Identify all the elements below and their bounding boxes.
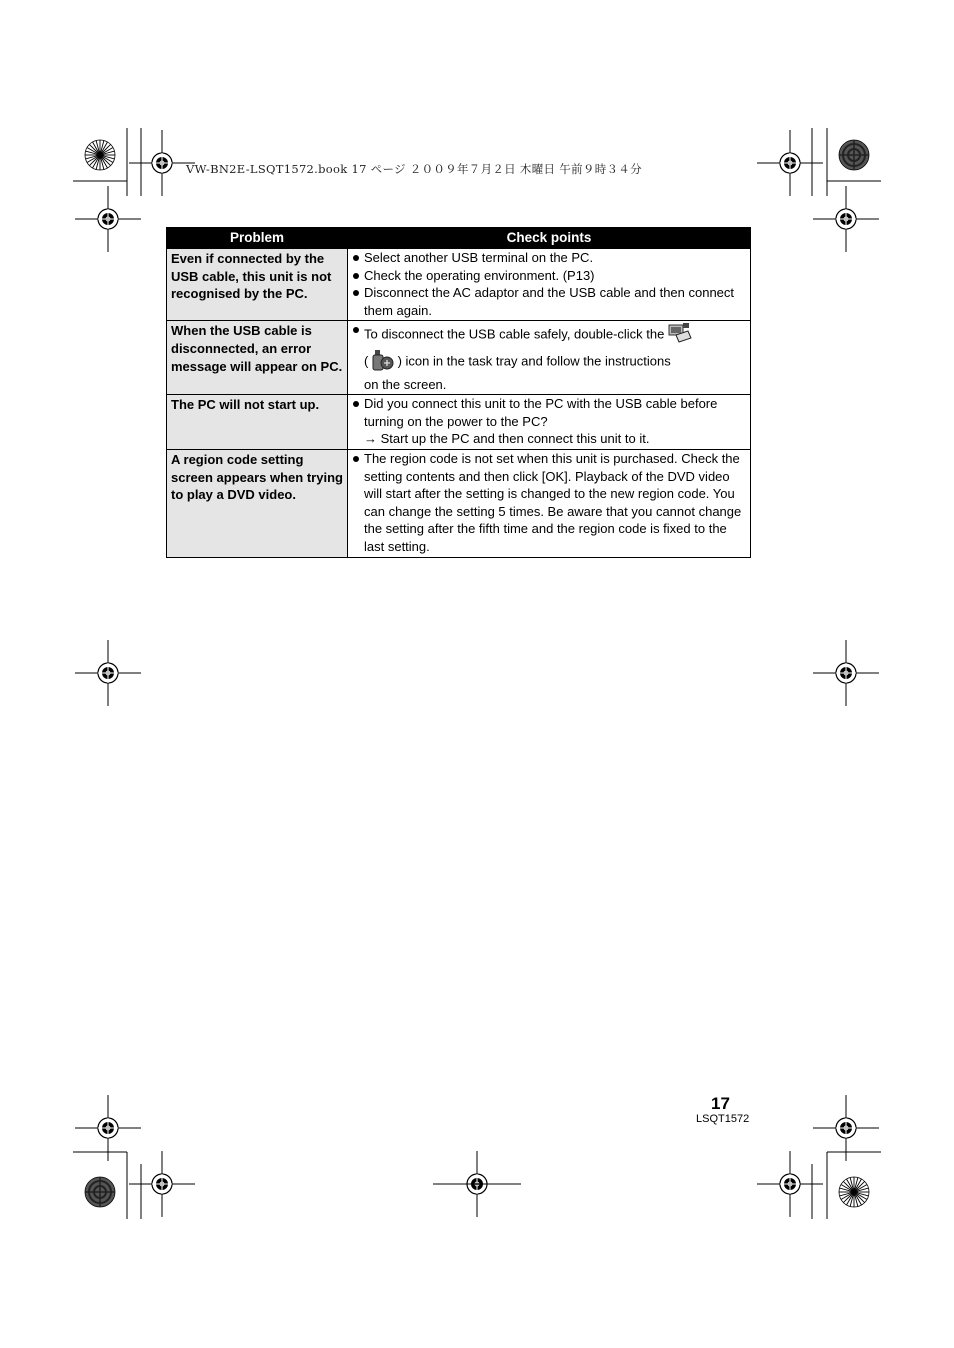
troubleshooting-table (166, 227, 751, 558)
check-point-text: ) icon in the task tray and follow the instructions (397, 353, 671, 369)
table-row (167, 395, 751, 450)
check-point (352, 321, 744, 349)
check-point: Check the operating environment. (P13) (352, 267, 744, 285)
table-header-row (167, 228, 751, 249)
usb-device-icon (372, 349, 394, 376)
check-points-cell (348, 395, 751, 450)
table-row (167, 321, 751, 395)
problem-cell: Even if connected by the USB cable, this unit is not recognised by the PC. (167, 249, 348, 321)
check-point-followup: → Start up the PC and then connect this unit to it. (364, 431, 650, 447)
check-point-continued (352, 349, 744, 376)
check-point-continued: on the screen. (364, 376, 447, 392)
table-row (167, 249, 751, 321)
model-code: LSQT1572 (696, 1113, 750, 1125)
problem-cell: A region code setting screen appears when trying to play a DVD video. (167, 449, 348, 557)
check-point: The region code is not set when this unit is purchased. Check the setting contents and then click [OK]. Playback of the DVD video will start after the setting is changed to the new region code. You can change the setting 5 times. Be aware that you cannot change the setting after the fifth time and the region code is fixed to the last setting. (352, 450, 744, 556)
printer-header: VW-BN2E-LSQT1572.book 17 ページ ２００９年７月２日 木曜日 午前９時３４分 (186, 162, 642, 176)
check-point: Disconnect the AC adaptor and the USB cable and then connect them again. (352, 284, 744, 319)
check-point: Select another USB terminal on the PC. (352, 249, 744, 267)
safely-remove-hardware-icon (668, 322, 692, 349)
check-point: Did you connect this unit to the PC with the USB cable before turning on the power to the PC? (352, 395, 744, 430)
check-points-cell (348, 249, 751, 321)
problem-cell: The PC will not start up. (167, 395, 348, 450)
paren-open: ( (364, 353, 369, 369)
table-row (167, 449, 751, 557)
header-check-points: Check points (348, 228, 751, 249)
check-points-cell (348, 449, 751, 557)
header-problem: Problem (167, 228, 348, 249)
page-number: 17 (711, 1094, 730, 1113)
problem-cell: When the USB cable is disconnected, an error message will appear on PC. (167, 321, 348, 395)
check-points-cell (348, 321, 751, 395)
check-point-text: To disconnect the USB cable safely, double-click the (364, 327, 665, 343)
